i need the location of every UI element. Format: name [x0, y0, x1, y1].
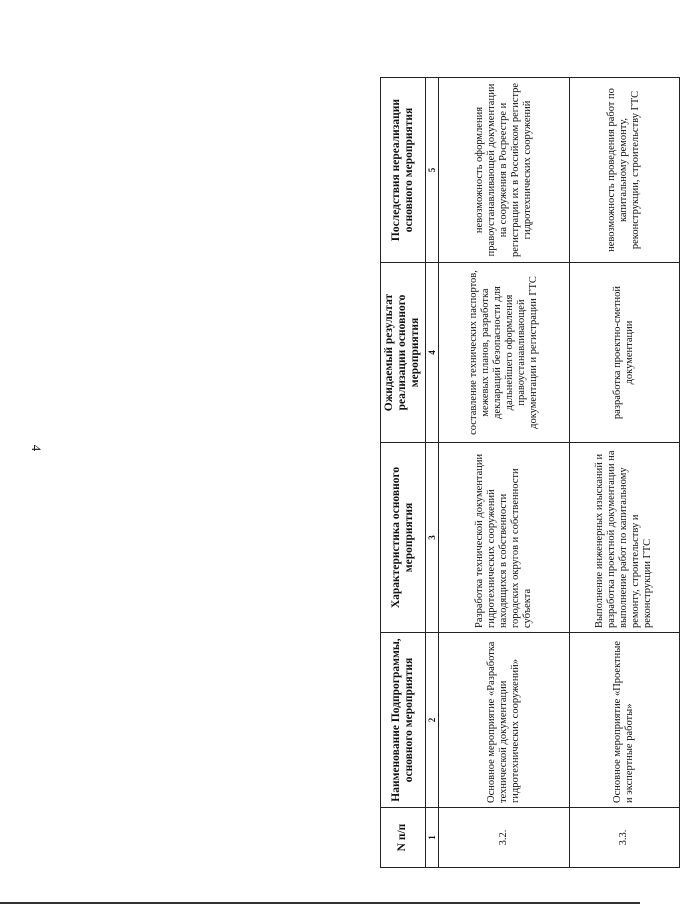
- table-row: [569, 78, 679, 868]
- row-number: 3.3.: [569, 808, 679, 868]
- column-number: 5: [425, 78, 438, 263]
- header-characteristic: Характеристика основного мероприятия: [381, 443, 426, 633]
- column-number-row: [425, 78, 438, 868]
- header-expected-result: Ожидаемый результат реализации основного мероприятия: [381, 263, 426, 443]
- rotated-table-container: [380, 78, 680, 868]
- header-number: N п/п: [381, 808, 426, 868]
- measure-result: разработка проектно-сметной документации: [569, 263, 679, 443]
- column-number: 1: [425, 808, 438, 868]
- measure-characteristic: Разработка технической документации гидротехнических сооружений находящихся в собственности городских округов и собственности субъекта: [439, 443, 570, 633]
- header-name: Наименование Подпрограммы, основного мероприятия: [381, 633, 426, 808]
- bottom-divider: [0, 902, 640, 904]
- page-number: 4: [29, 444, 44, 452]
- column-number: 2: [425, 633, 438, 808]
- header-consequences: Последствия нереализации основного мероприятия: [381, 78, 426, 263]
- column-number: 3: [425, 443, 438, 633]
- column-number: 4: [425, 263, 438, 443]
- measure-characteristic: Выполнение инженерных изысканий и разработка проектной документации на выполнение работ по капитальному ремонту, строительству и реконструкции ГТС: [569, 443, 679, 633]
- measure-result: составление технических паспортов, межевых планов, разработка деклараций безопасности для дальнейшего оформления правоустанавливающей документации и регистрации ГТС: [439, 263, 570, 443]
- measure-consequences: невозможность оформления правоустанавливающей документации на сооружения в Росреестре и регистрации их в Российском регистре гидротехнических сооружений: [439, 78, 570, 263]
- row-number: 3.2.: [439, 808, 570, 868]
- measures-table: [380, 77, 680, 868]
- measure-name: Основное мероприятие «Разработка технической документации гидротехнических сооружений»: [439, 633, 570, 808]
- measure-consequences: невозможность проведения работ по капитальному ремонту, реконструкции, строительству ГТС: [569, 78, 679, 263]
- header-row: [381, 78, 426, 868]
- table-row: [439, 78, 570, 868]
- measure-name: Основное мероприятие «Проектные и экспертные работы»: [569, 633, 679, 808]
